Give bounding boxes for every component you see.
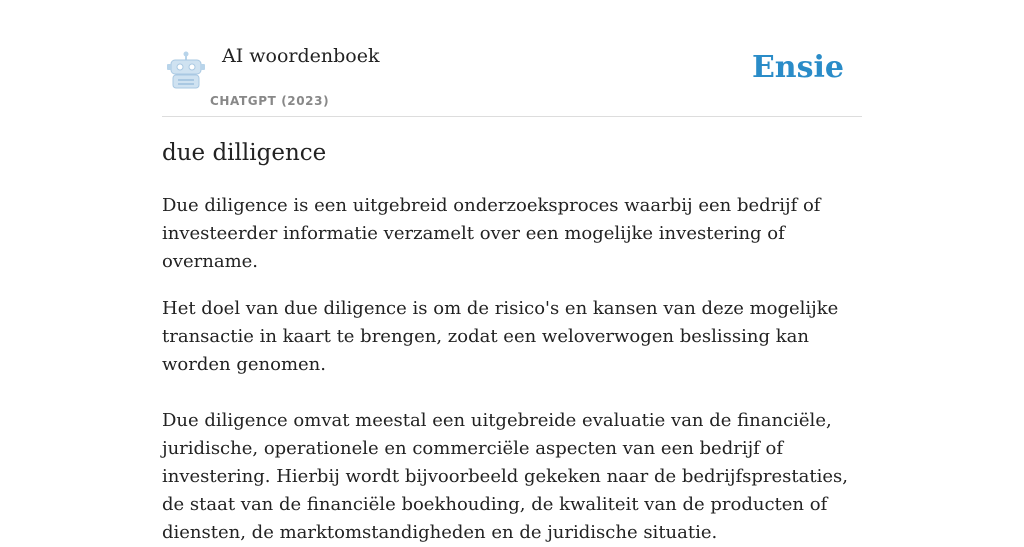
definition-paragraph: Het doel van due diligence is om de risico's en kansen van deze mogelijke transactie in kaart te brengen, zodat een weloverwogen beslissing kan worden genomen. (162, 298, 839, 375)
definition-paragraph: Due diligence omvat meestal een uitgebreide evaluatie van de financiële, juridische, operationele en commerciële aspecten van een bedrijf of investering. Hierbij wordt bijvoorbeeld gekeken naar de bedrijfsprestaties, de staat van de financiële boekhouding, de kwaliteit van de producten of diensten, de marktomstandigheden en de juridische situatie. (162, 410, 848, 543)
source-title[interactable]: AI woordenboek (222, 45, 380, 67)
page-container (162, 0, 862, 543)
entry-term: due dilligence (162, 140, 327, 166)
source-subtitle: CHATGPT (2023) (210, 94, 330, 108)
robot-icon (164, 50, 208, 90)
definition-paragraph: Due diligence is een uitgebreid onderzoeksproces waarbij een bedrijf of investeerder informatie verzamelt over een mogelijke investering of overname. (162, 195, 821, 272)
entry-definition (162, 192, 862, 547)
source-header (162, 0, 862, 117)
brand-logo[interactable]: Ensie (751, 50, 844, 85)
